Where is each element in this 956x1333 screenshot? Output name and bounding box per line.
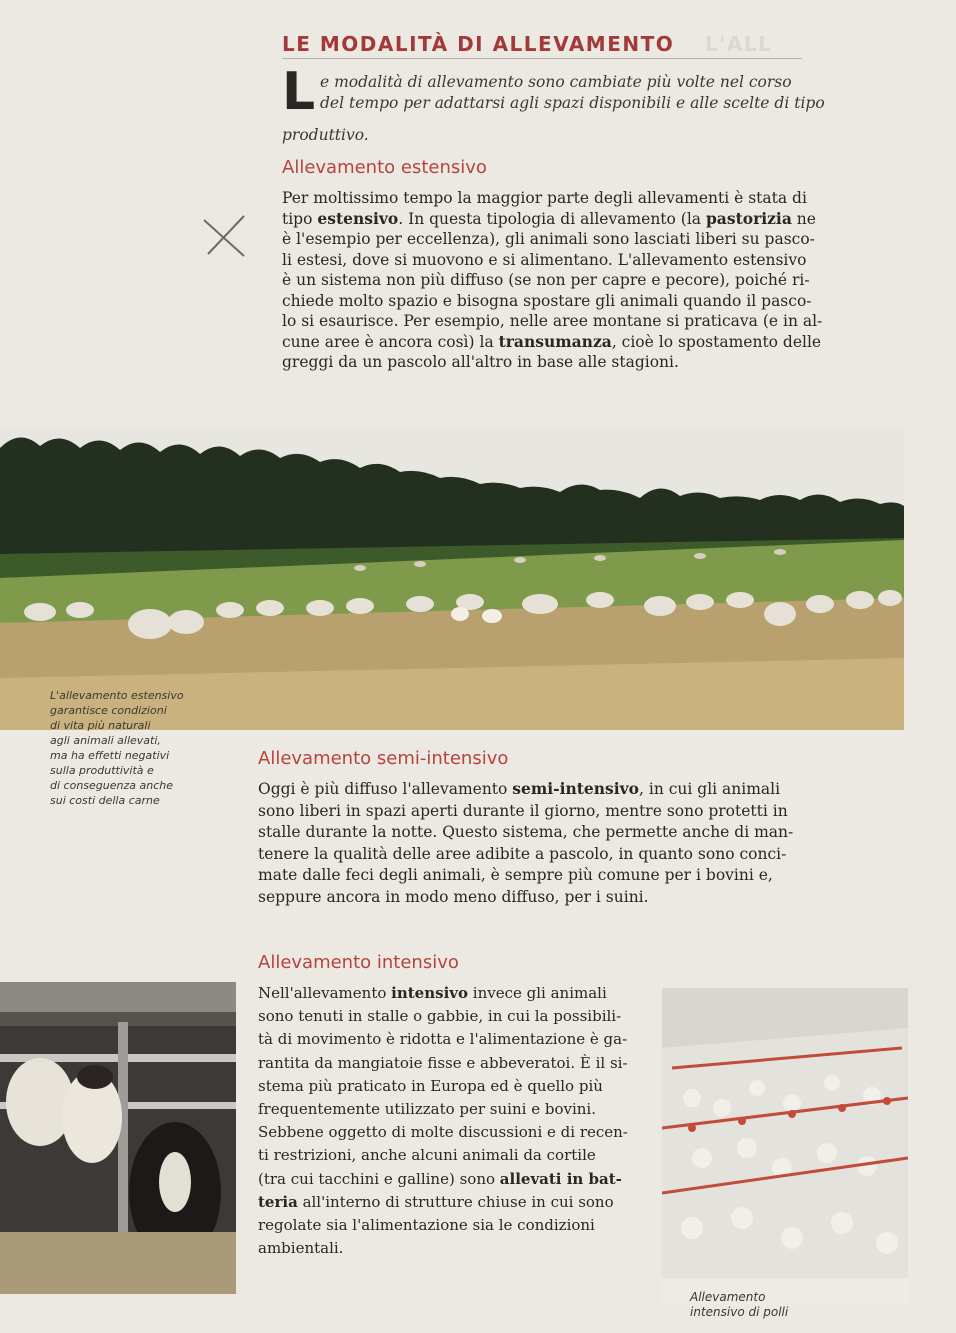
caption-line: sui costi della carne: [50, 794, 160, 807]
estensivo-line: chiede molto spazio e bisogna spostare gli animali quando il pasco-: [282, 291, 812, 310]
semi-line: Oggi è più diffuso l'allevamento semi-intensivo, in cui gli animali: [258, 779, 781, 798]
estensivo-line: greggi da un pascolo all'altro in base alle stagioni.: [282, 353, 679, 371]
caption-poultry: [690, 1290, 788, 1320]
intro-line-1: e modalità di allevamento sono cambiate più volte nel corso: [320, 73, 792, 91]
sheep-pasture-photo: [0, 428, 904, 730]
intensivo-line: teria all'interno di strutture chiuse in cui sono: [258, 1192, 614, 1211]
heading-semi-intensivo: Allevamento semi-intensivo: [258, 748, 509, 769]
faded-header-text: L'ALL: [705, 32, 773, 56]
caption-line: sulla produttività e: [50, 764, 154, 777]
intensivo-line: sono tenuti in stalle o gabbie, in cui la possibili-: [258, 1007, 622, 1026]
pencil-x-mark: [200, 212, 248, 260]
semi-line: tenere la qualità delle aree adibite a pascolo, in quanto sono conci-: [258, 844, 787, 863]
intensivo-paragraph: [258, 982, 628, 1260]
intensivo-line: ambientali.: [258, 1239, 344, 1258]
caption-sheep: [50, 688, 184, 808]
estensivo-line: tipo estensivo. In questa tipologia di allevamento (la pastorizia ne: [282, 208, 816, 228]
poultry-farm-photo: [662, 988, 908, 1306]
semi-line: mate dalle feci degli animali, è sempre più comune per i bovini e,: [258, 866, 773, 884]
estensivo-line: li estesi, dove si muovono e si alimentano. L'allevamento estensivo: [282, 250, 807, 269]
caption-line: Allevamento: [690, 1290, 766, 1304]
intensivo-line: tà di movimento è ridotta e l'alimentazione è ga-: [258, 1030, 628, 1049]
intensivo-line: stema più praticato in Europa ed è quello più: [258, 1076, 603, 1095]
intro-line-3: produttivo.: [282, 126, 369, 144]
cows-stall-photo: [0, 982, 236, 1294]
drop-cap: L: [282, 62, 316, 122]
estensivo-line: lo si esaurisce. Per esempio, nelle aree montane si praticava (e in al-: [282, 312, 823, 330]
semi-line: sono liberi in spazi aperti durante il giorno, mentre sono protetti in: [258, 801, 788, 820]
intensivo-line: rantita da mangiatoie fisse e abbeveratoi. È il si-: [258, 1053, 628, 1072]
semi-paragraph: [258, 778, 793, 908]
intensivo-line: Sebbene oggetto di molte discussioni e di recen-: [258, 1123, 628, 1142]
page-title: LE MODALITÀ DI ALLEVAMENTO: [282, 32, 675, 56]
heading-intensivo: Allevamento intensivo: [258, 952, 459, 973]
caption-line: di conseguenza anche: [50, 779, 173, 792]
estensivo-line: è l'esempio per eccellenza), gli animali sono lasciati liberi su pasco-: [282, 230, 815, 248]
caption-line: L'allevamento estensivo: [50, 689, 184, 702]
intensivo-line: ti restrizioni, anche alcuni animali da cortile: [258, 1146, 596, 1165]
intensivo-line: Nell'allevamento intensivo invece gli animali: [258, 984, 607, 1002]
caption-line: ma ha effetti negativi: [50, 749, 170, 762]
caption-line: intensivo di polli: [690, 1305, 789, 1319]
title-rule: [282, 58, 802, 59]
heading-estensivo: Allevamento estensivo: [282, 157, 487, 178]
semi-line: seppure ancora in modo meno diffuso, per i suini.: [258, 887, 649, 906]
intro-line-2: del tempo per adattarsi agli spazi disponibili e alle scelte di tipo: [320, 94, 825, 112]
estensivo-line: Per moltissimo tempo la maggior parte degli allevamenti è stata di: [282, 189, 807, 207]
intensivo-line: (tra cui tacchini e galline) sono allevati in bat-: [258, 1169, 622, 1188]
estensivo-paragraph: [282, 188, 822, 373]
estensivo-line: cune aree è ancora così) la transumanza, cioè lo spostamento delle: [282, 331, 822, 351]
intensivo-line: regolate sia l'alimentazione sia le condizioni: [258, 1216, 595, 1235]
intensivo-line: frequentemente utilizzato per suini e bovini.: [258, 1100, 596, 1119]
caption-line: agli animali allevati,: [50, 734, 161, 747]
caption-line: di vita più naturali: [50, 719, 151, 732]
estensivo-line: è un sistema non più diffuso (se non per capre e pecore), poiché ri-: [282, 271, 810, 289]
semi-line: stalle durante la notte. Questo sistema, che permette anche di man-: [258, 823, 794, 841]
caption-line: garantisce condizioni: [50, 704, 167, 717]
